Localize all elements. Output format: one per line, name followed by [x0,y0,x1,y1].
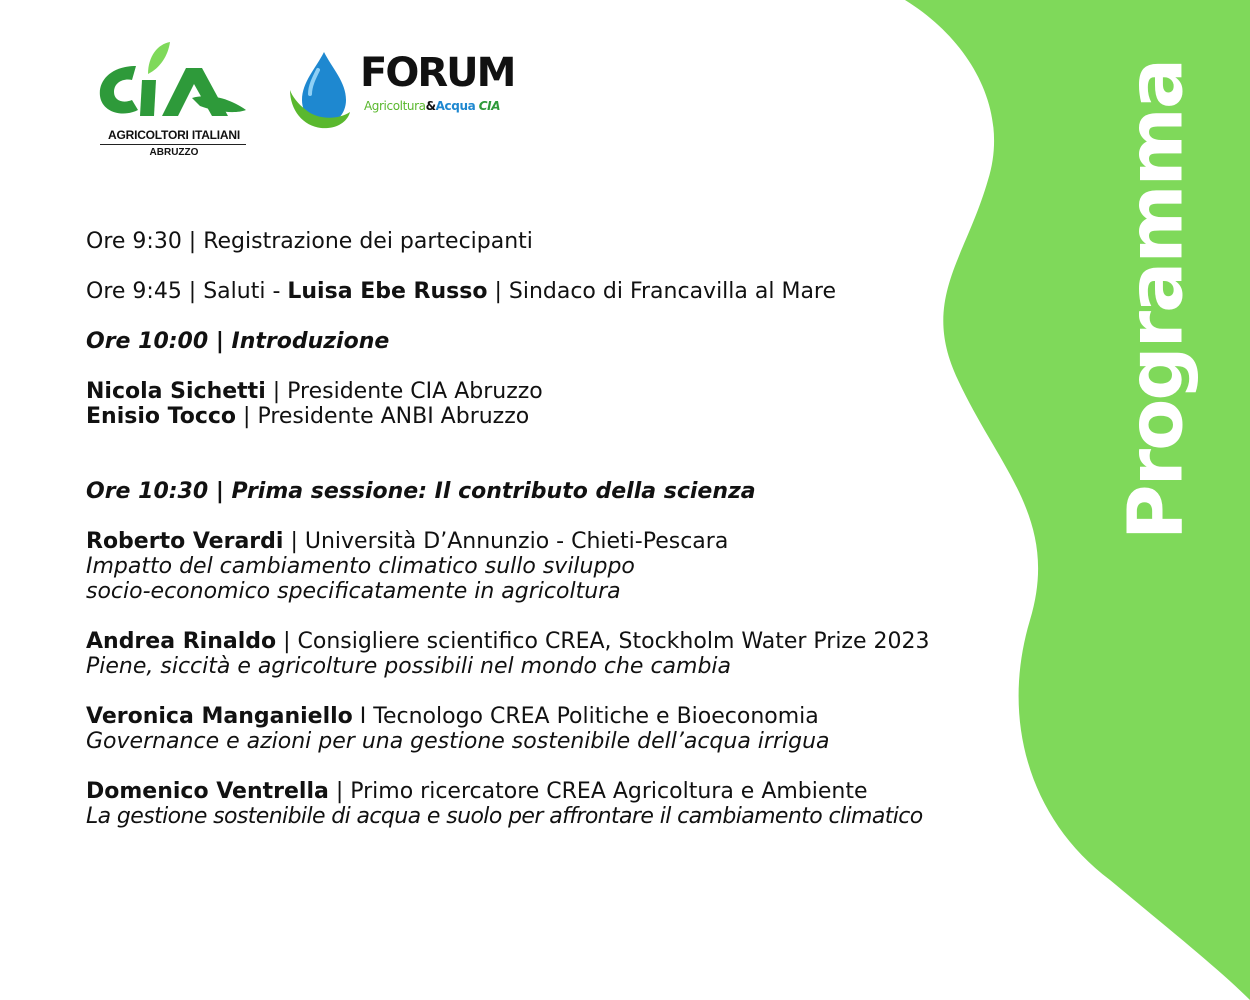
speaker-rinaldo: Andrea Rinaldo [86,629,277,654]
speaker-ventrella: Domenico Ventrella [86,779,329,804]
program-sichetti [86,379,1076,404]
speaker-sichetti: Nicola Sichetti [86,379,266,404]
program-rinaldo [86,629,1076,654]
program-tocco [86,404,1076,429]
cia-logo-line2: ABRUZZO [149,147,199,158]
role-russo: | Sindaco di Francavilla al Mare [487,279,837,304]
talk-verardi-line1: Impatto del cambiamento climatico sullo sviluppo [86,554,635,579]
side-title-programma: Programma [1110,59,1200,541]
program-registrazione: Ore 9:30 | Registrazione dei partecipanti [86,229,533,254]
talk-verardi-line2: socio-economico specificatamente in agricoltura [86,579,621,604]
cia-leaf-icon [96,40,252,128]
role-verardi: | Università D’Annunzio - Chieti-Pescara [283,529,729,554]
forum-sub-acqua: Acqua [435,99,476,113]
cia-logo-rule [100,144,246,145]
forum-wordmark: FORUM [360,50,515,96]
saluti-time: Ore 9:45 | Saluti - [86,279,288,304]
role-sichetti: | Presidente CIA Abruzzo [265,379,543,404]
speaker-verardi: Roberto Verardi [86,529,284,554]
program-verardi [86,529,1076,554]
water-drop-leaf-icon [288,50,358,134]
program-manganiello [86,704,1076,729]
program-ventrella [86,779,1076,804]
talk-manganiello: Governance e azioni per una gestione sostenibile dell’acqua irrigua [86,729,830,754]
forum-sub-amp: & [425,99,436,113]
program-list [86,229,1076,829]
heading-prima-sessione: Ore 10:30 | Prima sessione: Il contributo della scienza [86,479,756,504]
role-manganiello: I Tecnologo CREA Politiche e Bioeconomia [352,704,819,729]
speaker-tocco: Enisio Tocco [86,404,237,429]
role-ventrella: | Primo ricercatore CREA Agricoltura e Ambiente [328,779,868,804]
talk-rinaldo: Piene, siccità e agricolture possibili nel mondo che cambia [86,654,732,679]
forum-subtitle [364,99,500,113]
role-tocco: | Presidente ANBI Abruzzo [236,404,530,429]
role-rinaldo: | Consigliere scientifico CREA, Stockholm Water Prize 2023 [276,629,930,654]
program-saluti [86,279,1076,304]
talk-ventrella: La gestione sostenibile di acqua e suolo per affrontare il cambiamento climatico [86,804,923,829]
speaker-russo: Luisa Ebe Russo [287,279,488,304]
cia-logo-line1: AGRICOLTORI ITALIANI [108,128,240,142]
cia-logo [96,40,252,165]
forum-logo [288,50,528,134]
speaker-manganiello: Veronica Manganiello [86,704,353,729]
forum-sub-cia: CIA [478,99,501,113]
forum-sub-agricoltura: Agricoltura [364,99,426,113]
heading-introduzione: Ore 10:00 | Introduzione [86,329,390,354]
